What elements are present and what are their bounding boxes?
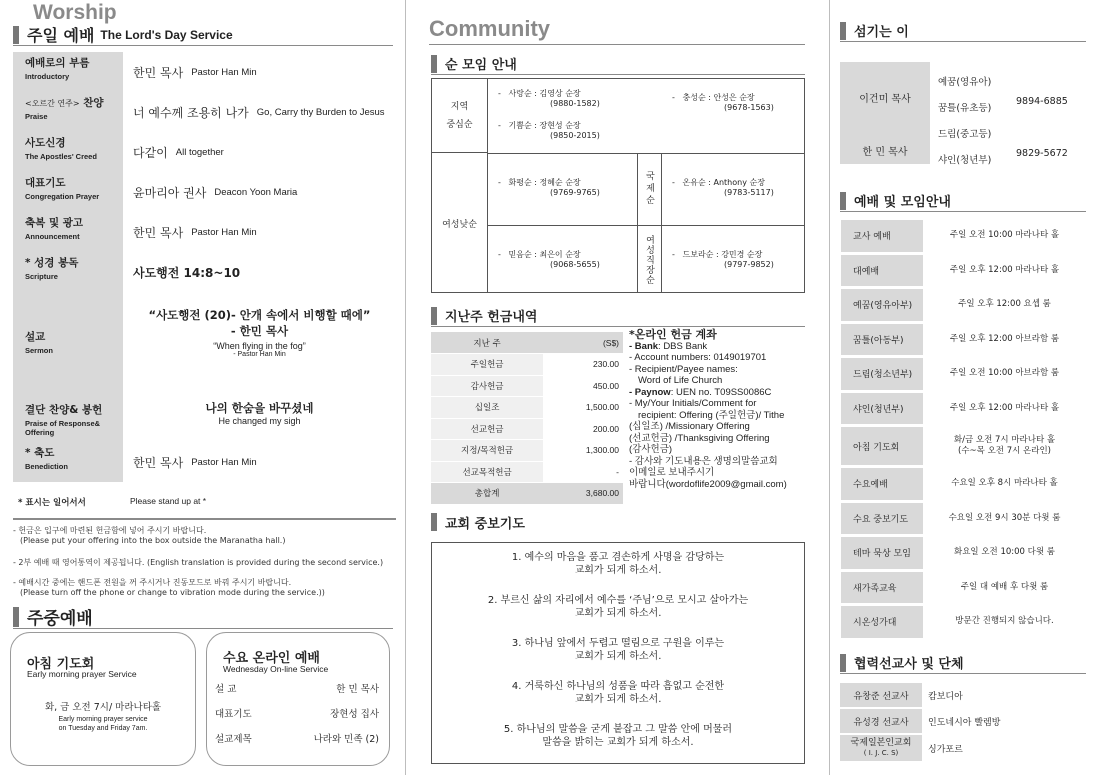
order-row-sermon: 설교 Sermon “사도행전 (20)- 안개 속에서 비행할 때에” - 한민 목사 “When flying in the fog” - Pastor Han Min: [13, 292, 396, 392]
phone-note: - 예배시간 중에는 핸드폰 전원을 꺼 주시거나 진동모드로 바꿔 주시기 바랍니다. (Please turn off the phone or change to vibration mode during the service.)): [13, 578, 325, 597]
schedule-row: 시온성가대 방문간 진행되지 않습니다.: [841, 606, 1086, 638]
schedule-row: 수요예배 수요일 오후 8시 마라나타 홀: [841, 468, 1086, 500]
order-row-scripture: * 성경 봉독 Scripture 사도행전 14:8~10: [13, 252, 396, 292]
order-row-creed: 사도신경 The Apostles' Creed 다같이 All together: [13, 132, 396, 172]
community-column: [406, 0, 830, 775]
order-row-praise: <오르간 연주> 찬양 Praise 너 예수께 조용히 나가 Go, Carry thy Burden to Jesus: [13, 92, 396, 132]
offering-row: 지정/목적헌금 1,300.00: [431, 440, 623, 462]
order-row-benediction: * 축도 Benediction 한민 목사 Pastor Han Min: [13, 442, 396, 482]
order-row-announcement: 축복 및 광고 Announcement 한민 목사 Pastor Han Min: [13, 212, 396, 252]
order-row-offering: 결단 찬양& 봉헌 Praise of Response& Offering 나의 한숨을 바꾸셨네 He changed my sigh: [13, 392, 396, 442]
worship-heading: Worship: [33, 1, 117, 24]
offering-row: 선교목적헌금 -: [431, 461, 623, 483]
community-heading: Community: [429, 16, 805, 45]
mission-row: 국제일본인교회 ( I. J. C. S) 싱가포르: [840, 735, 1086, 761]
prayer-item: 2. 부르신 삶의 자리에서 예수를 ‘주님’으로 모시고 살아가는 교회가 되게 하소서.: [487, 595, 749, 619]
stand-note: * 표시는 일어서서: [18, 498, 86, 508]
mission-row: 유창준 선교사 캄보디아: [840, 683, 1086, 707]
pastor-roles: 예꿈(영유아) 꿈틀(유초등) 드림(중고등) 샤인(청년부): [938, 77, 992, 166]
schedule-row: 꿈틀(아동부) 주일 오후 12:00 아브라함 룸: [841, 324, 1086, 356]
offering-table: 지난 주 (S$) 주일헌금 230.00 감사헌금 450.00 십일조 1,500.00 선교헌금 200.00 지정/목적헌금 1,300.00 선교목적헌금 - 총합계 3,680.00: [431, 332, 623, 505]
stand-note-en: Please stand up at *: [130, 496, 207, 506]
pastor-phone: 9894-6885: [1016, 96, 1068, 107]
weekday-heading: 주중예배: [27, 609, 93, 629]
morning-prayer-box: 아침 기도회 Early morning prayer Service 화, 금 오전 7시/ 마라나타홀 Early morning prayer service on Tuesday and Friday 7am.: [10, 632, 196, 766]
pastor-phone: 9829-5672: [1016, 148, 1068, 159]
pastor-name: 이건미 목사: [859, 94, 911, 105]
schedule-row: 드림(청소년부) 주일 오전 10:00 아브라함 룸: [841, 358, 1086, 390]
schedule-list: [841, 220, 1086, 641]
section-header-offering: 지난주 헌금내역: [431, 305, 805, 327]
schedule-row: 교사 예배 주일 오전 10:00 마라나타 홀: [841, 220, 1086, 252]
wednesday-online-box: 수요 온라인 예배 Wednesday On-line Service 설 교 한 민 목사 대표기도 장현성 집사 설교제목 나라와 민족 (2): [206, 632, 390, 766]
section-header-prayer: 교회 중보기도: [431, 511, 805, 533]
schedule-row: 아침 기도회 화/금 오전 7시 마라나타 홀 (수~목 오전 7시 온라인): [841, 427, 1086, 465]
section-header-schedule: 예배 및 모임안내: [840, 190, 1086, 212]
group-entry: - 화평순 : 정혜순 순장 (9769-9765): [498, 178, 600, 197]
missions-list: [840, 683, 1086, 761]
schedule-row: 예꿈(영유아부) 주일 오후 12:00 요셉 룸: [841, 289, 1086, 321]
section-header-missions: 협력선교사 및 단체: [840, 652, 1086, 674]
offering-total-row: 총합계 3,680.00: [431, 483, 623, 505]
intl-group-label: 국제순: [637, 153, 662, 225]
offering-row: 십일조 1,500.00: [431, 397, 623, 419]
offering-row: 주일헌금 230.00: [431, 354, 623, 376]
translation-note: - 2부 예배 때 영어통역이 제공됩니다. (English translation is provided during the second service.): [13, 558, 384, 567]
group-entry: - 기쁨순 : 장현성 순장 (9850-2015): [498, 121, 600, 140]
section-header-sunday: [13, 24, 393, 46]
women-work-group-label: 여성직장순: [637, 226, 662, 293]
section-header-servers: 섬기는 이: [840, 20, 1086, 42]
prayer-item: 5. 하나님의 말씀을 굳게 붙잡고 그 말씀 안에 머물러 말씀을 밝히는 교회가 되게 하소서.: [503, 724, 733, 748]
order-row-introductory: 예배로의 부름 Introductory 한민 목사 Pastor Han Min: [13, 52, 396, 92]
worship-column: [0, 0, 405, 775]
prayer-item: 1. 예수의 마음을 품고 겸손하게 사명을 감당하는 교회가 되게 하소서.: [511, 552, 725, 576]
mission-row: 유성경 선교사 인도네시아 빨렘방: [840, 709, 1086, 733]
section-title: 주일 예배: [27, 26, 95, 45]
schedule-row: 테마 묵상 모임 화요일 오전 10:00 다윗 룸: [841, 537, 1086, 569]
section-header-weekday: [13, 605, 393, 629]
info-column: [830, 0, 1096, 775]
sermon-title: “사도행전 (20)- 안개 속에서 비행할 때에”: [148, 307, 371, 322]
online-giving-info: *온라인 헌금 계좌 - Bank: DBS Bank - Account numbers: 0149019701 - Recipient/Payee names: Word of Life Church - Paynow: UEN no. T09SS0086C - My/Your Initials/Comment for recipient: Offering (주일헌금)/ Tithe (십일조) /Missionary Offering (선교헌금) /Thanksgiving Offering (감사헌금) - 감사와 기도내용은 생명의말씀교회 이메일로 보내주시기 바랍니다(wordoflife2009@gmail.com): [629, 328, 787, 490]
group-entry: - 드보라순 : 강민경 순장 (9797-9852): [672, 250, 774, 269]
schedule-row: 새가족교육 주일 대 예배 후 다윗 룸: [841, 572, 1086, 604]
section-title-en: The Lord's Day Service: [100, 27, 233, 42]
group-entry: - 사랑순 : 김영상 순장 (9880-1582): [498, 89, 600, 108]
divider: [13, 518, 396, 520]
section-header-groups: 순 모임 안내: [431, 53, 805, 75]
group-entry: - 충성순 : 안성은 순장 (9678-1563): [672, 93, 774, 112]
prayer-item: 3. 하나님 앞에서 두렵고 떨림으로 구원을 이루는 교회가 되게 하소서.: [511, 638, 725, 662]
schedule-row: 대예배 주일 오후 12:00 마라나타 홀: [841, 255, 1086, 287]
order-row-prayer: 대표기도 Congregation Prayer 윤마리아 권사 Deacon Yoon Maria: [13, 172, 396, 212]
prayer-box: [431, 542, 805, 764]
groups-table: 지역 중심순 여성낮순 국제순 여성직장순 - 사랑순 : 김영상 순장 (9880-1582) - 충성순 : 안성은 순장 (9678-1563) - 기쁨순 : 장현성 순장 (9850-2015) - 화평순 : 정혜순 순장 (9769-9765) - 온유순 : Anthony 순장 (9783-5117) - 믿음순 : 최은이 순장 (9068-5655) - 드보라순 : 강민경 순장 (9797-9852): [431, 78, 805, 293]
offering-row: 선교헌금 200.00: [431, 418, 623, 440]
prayer-item: 4. 거룩하신 하나님의 성품을 따라 흠없고 순전한 교회가 되게 하소서.: [511, 681, 725, 705]
schedule-row: 수요 중보기도 수요일 오전 9시 30분 다윗 룸: [841, 503, 1086, 535]
schedule-row: 샤인(청년부) 주일 오후 12:00 마라나타 홀: [841, 393, 1086, 425]
offering-note: - 헌금은 입구에 마련된 헌금함에 넣어 주시기 바랍니다. (Please put your offering into the box outside the Maranatha hall.): [13, 526, 286, 545]
pastor-name: 한 민 목사: [862, 147, 908, 158]
offering-row: 감사헌금 450.00: [431, 375, 623, 397]
group-entry: - 온유순 : Anthony 순장 (9783-5117): [672, 178, 774, 197]
group-entry: - 믿음순 : 최은이 순장 (9068-5655): [498, 250, 600, 269]
